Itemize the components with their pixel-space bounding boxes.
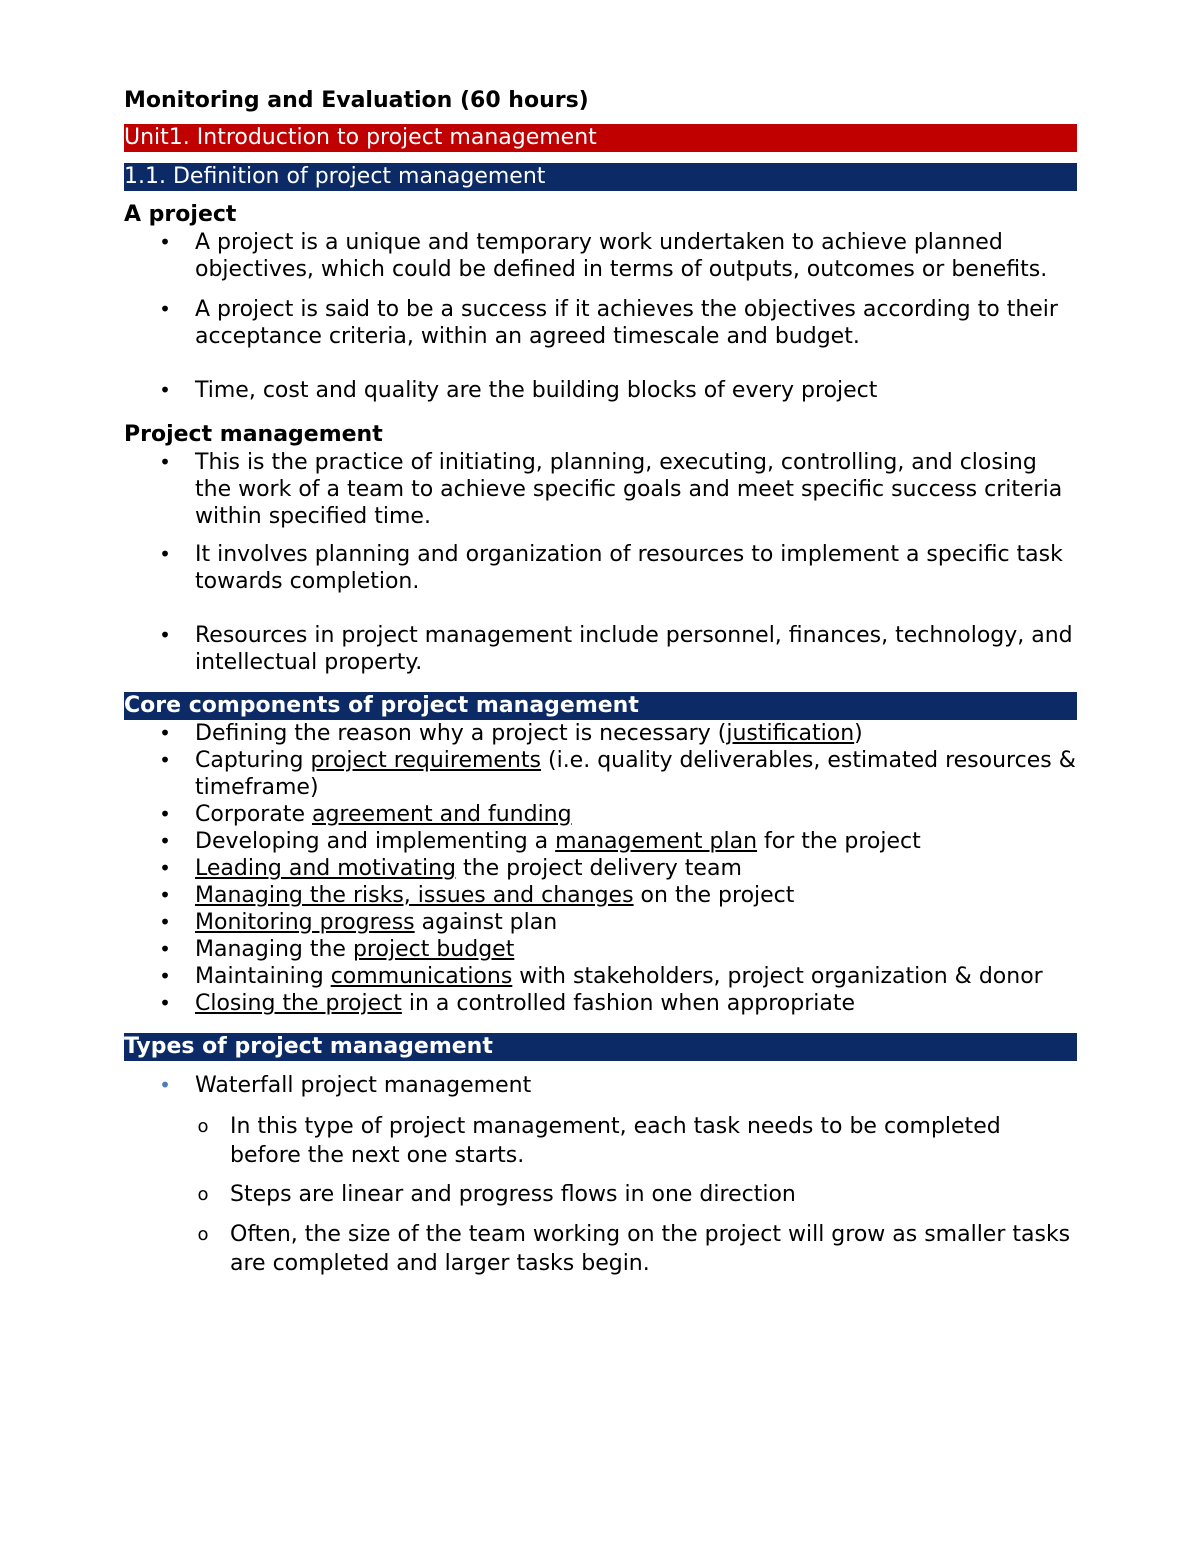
core-components-list <box>124 720 1077 1017</box>
bullet-icon: • <box>159 856 171 880</box>
project-heading: A project <box>124 202 237 227</box>
list-item <box>124 229 1077 283</box>
underlined-term: project requirements <box>310 748 541 773</box>
underlined-term: Leading and motivating <box>195 856 457 881</box>
item-text: in a controlled fashion when appropriate <box>401 991 856 1016</box>
circle-bullet-icon: o <box>197 1184 209 1205</box>
document-page <box>124 86 1077 1278</box>
circle-bullet-icon: o <box>197 1224 209 1245</box>
list-item <box>124 449 1077 530</box>
item-text: Capturing <box>195 748 311 773</box>
bullet-icon: • <box>159 964 171 988</box>
bullet-icon: • <box>159 378 171 402</box>
bullet-icon: • <box>159 721 171 745</box>
list-item <box>124 747 1077 801</box>
core-components-band: Core components of project management <box>124 692 1077 720</box>
project-bullet-list <box>124 229 1077 404</box>
bullet-text: Resources in project management include personnel, finances, technology, and intellectual property. <box>195 623 1073 675</box>
item-text: for the project <box>757 829 921 854</box>
underlined-term: justification <box>726 721 855 746</box>
underlined-term: agreement and funding <box>311 802 572 827</box>
item-text: with stakeholders, project organization & donor <box>512 964 1043 989</box>
list-item <box>124 936 1077 963</box>
bullet-icon: • <box>159 542 171 566</box>
underlined-term: management plan <box>555 829 758 854</box>
document-title: Monitoring and Evaluation (60 hours) <box>124 88 589 113</box>
list-item <box>124 1220 1077 1278</box>
list-item <box>124 828 1077 855</box>
item-text: on the project <box>633 883 795 908</box>
underlined-term: project budget <box>352 937 515 962</box>
bullet-text: A project is said to be a success if it achieves the objectives according to their acceptance criteria, within an agreed timescale and budget. <box>195 297 1058 349</box>
underlined-term: Managing the risks, issues and changes <box>195 883 634 908</box>
sub-bullet-text: Steps are linear and progress flows in one direction <box>230 1182 796 1207</box>
item-text: Defining the reason why a project is necessary ( <box>195 721 727 746</box>
list-item <box>124 296 1077 350</box>
pm-bullet-list <box>124 449 1077 676</box>
list-item <box>124 1180 1077 1209</box>
underlined-term: Closing the project <box>195 991 402 1016</box>
list-item <box>124 622 1077 676</box>
bullet-icon: • <box>159 883 171 907</box>
list-item <box>124 882 1077 909</box>
item-text: Developing and implementing a <box>195 829 556 854</box>
list-item <box>124 909 1077 936</box>
unit-heading-band: Unit1. Introduction to project management <box>124 124 1077 152</box>
sub-bullet-text: In this type of project management, each task needs to be completed before the next one starts. <box>230 1114 1001 1168</box>
bullet-icon: • <box>159 297 171 321</box>
project-management-heading: Project management <box>124 422 383 447</box>
types-band: Types of project management <box>124 1033 1077 1061</box>
bullet-text: It involves planning and organization of resources to implement a specific task towards completion. <box>195 542 1063 594</box>
section-heading-band: 1.1. Definition of project management <box>124 163 1077 191</box>
list-item <box>124 377 1077 404</box>
item-text: Corporate <box>195 802 312 827</box>
list-item <box>124 1112 1077 1170</box>
bullet-icon: • <box>159 829 171 853</box>
list-item <box>124 963 1077 990</box>
bullet-icon: • <box>159 802 171 826</box>
item-text: the project delivery team <box>456 856 742 881</box>
bullet-text: Waterfall project management <box>195 1073 532 1098</box>
list-item <box>124 801 1077 828</box>
underlined-term: communications <box>330 964 513 989</box>
item-text: ) <box>854 721 863 746</box>
item-text: Managing the <box>195 937 353 962</box>
bullet-icon: • <box>159 230 171 254</box>
circle-bullet-icon: o <box>197 1116 209 1137</box>
bullet-icon: • <box>159 910 171 934</box>
bullet-icon: • <box>159 748 171 772</box>
item-text: (i.e. quality deliverables, estimated resources & timeframe) <box>195 748 1076 800</box>
bullet-icon: • <box>159 623 171 647</box>
sub-bullet-text: Often, the size of the team working on the project will grow as smaller tasks are completed and larger tasks begin. <box>230 1222 1071 1276</box>
bullet-text: A project is a unique and temporary work undertaken to achieve planned objectives, which could be defined in terms of outputs, outcomes or benefits. <box>195 230 1048 282</box>
bullet-text: Time, cost and quality are the building blocks of every project <box>195 378 878 403</box>
underlined-term: Monitoring progress <box>195 910 415 935</box>
bullet-text: This is the practice of initiating, planning, executing, controlling, and closing the work of a team to achieve specific goals and meet specific success criteria within specified time. <box>195 450 1063 529</box>
list-item <box>124 855 1077 882</box>
bullet-icon: • <box>159 450 171 474</box>
list-item <box>124 1072 1077 1099</box>
item-text: against plan <box>414 910 558 935</box>
bullet-icon: • <box>159 991 171 1015</box>
list-item <box>124 990 1077 1017</box>
bullet-icon: • <box>159 1073 171 1097</box>
list-item <box>124 541 1077 595</box>
item-text: Maintaining <box>195 964 331 989</box>
types-list <box>124 1072 1077 1099</box>
waterfall-sublist <box>124 1112 1077 1278</box>
bullet-icon: • <box>159 937 171 961</box>
list-item <box>124 720 1077 747</box>
